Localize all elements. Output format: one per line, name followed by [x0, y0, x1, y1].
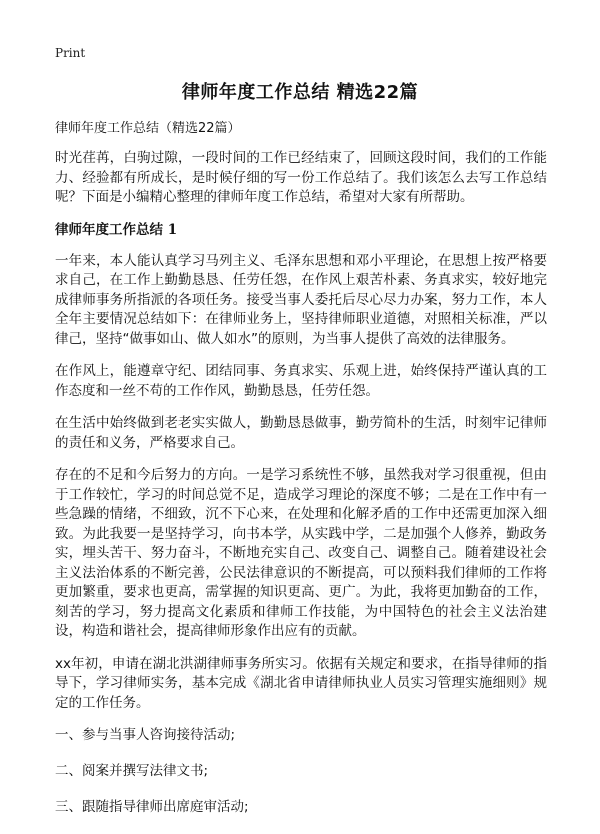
body-paragraph: 在生活中始终做到老老实实做人，勤勤恳恳做事，勤劳简朴的生活，时刻牢记律师的责任和义务，严格要求自己。	[55, 415, 547, 451]
document-subtitle: 律师年度工作总结（精选22篇）	[55, 121, 241, 136]
section-heading: 律师年度工作总结 1	[55, 221, 178, 238]
list-item: 二、阅案并撰写法律文书;	[55, 763, 209, 779]
document-body	[55, 120, 547, 834]
print-link[interactable]: Print	[55, 46, 86, 60]
body-paragraph: 存在的不足和今后努力的方向。一是学习系统性不够，虽然我对学习很重视，但由于工作较忙，学习的时间总觉不足，造成学习理论的深度不够；二是在工作中有一些急躁的情绪，不细致，沉不下心来，在处理和化解矛盾的工作中还需更加深入细致。为此我要一是坚持学习，向书本学，从实践中学，二是加强个人修养，勤政务实，埋头苦干、努力奋斗，不断地充实自己、改变自己、调整自己。随着建设社会主义法治体系的不断完善，公民法律意识的不断提高，可以预料我们律师的工作将更加繁重，要求也更高，需掌握的知识更高、更广。为此，我将更加勤奋的工作，刻苦的学习，努力提高文化素质和律师工作技能，为中国特色的社会主义法治建设，构造和谐社会，提高律师形象作出应有的贡献。	[55, 467, 547, 639]
document-title: 律师年度工作总结 精选22篇	[181, 82, 419, 103]
list-item: 三、跟随指导律师出席庭审活动;	[55, 799, 249, 815]
body-paragraph: xx年初，申请在湖北洪湖律师事务所实习。依据有关规定和要求，在指导律师的指导下，学习律师实务，基本完成《湖北省申请律师执业人员实习管理实施细则》规定的工作任务。	[55, 655, 547, 711]
body-paragraph: 一年来，本人能认真学习马列主义、毛泽东思想和邓小平理论，在思想上按严格要求自己，在工作上勤勤恳恳、任劳任怨，在作风上艰苦朴素、务真求实，较好地完成律师事务所指派的各项任务。接受当事人委托后尽心尽力办案，努力工作，本人全年主要情况总结如下：在律师业务上，坚持律师职业道德，对照相关标准，严以律己，坚持“做事如山、做人如水”的原则，为当事人提供了高效的法律服务。	[55, 252, 547, 347]
list-item: 一、参与当事人咨询接待活动;	[55, 727, 236, 743]
body-paragraph: 在作风上，能遵章守纪、团结同事、务真求实、乐观上进，始终保持严谨认真的工作态度和一丝不苟的工作作风，勤勤恳恳，任劳任怨。	[55, 363, 547, 399]
intro-paragraph: 时光荏苒，白驹过隙，一段时间的工作已经结束了，回顾这段时间，我们的工作能力、经验都有所成长，是时候仔细的写一份工作总结了。我们该怎么去写工作总结呢？下面是小编精心整理的律师年度工作总结，希望对大家有所帮助。	[55, 150, 547, 205]
